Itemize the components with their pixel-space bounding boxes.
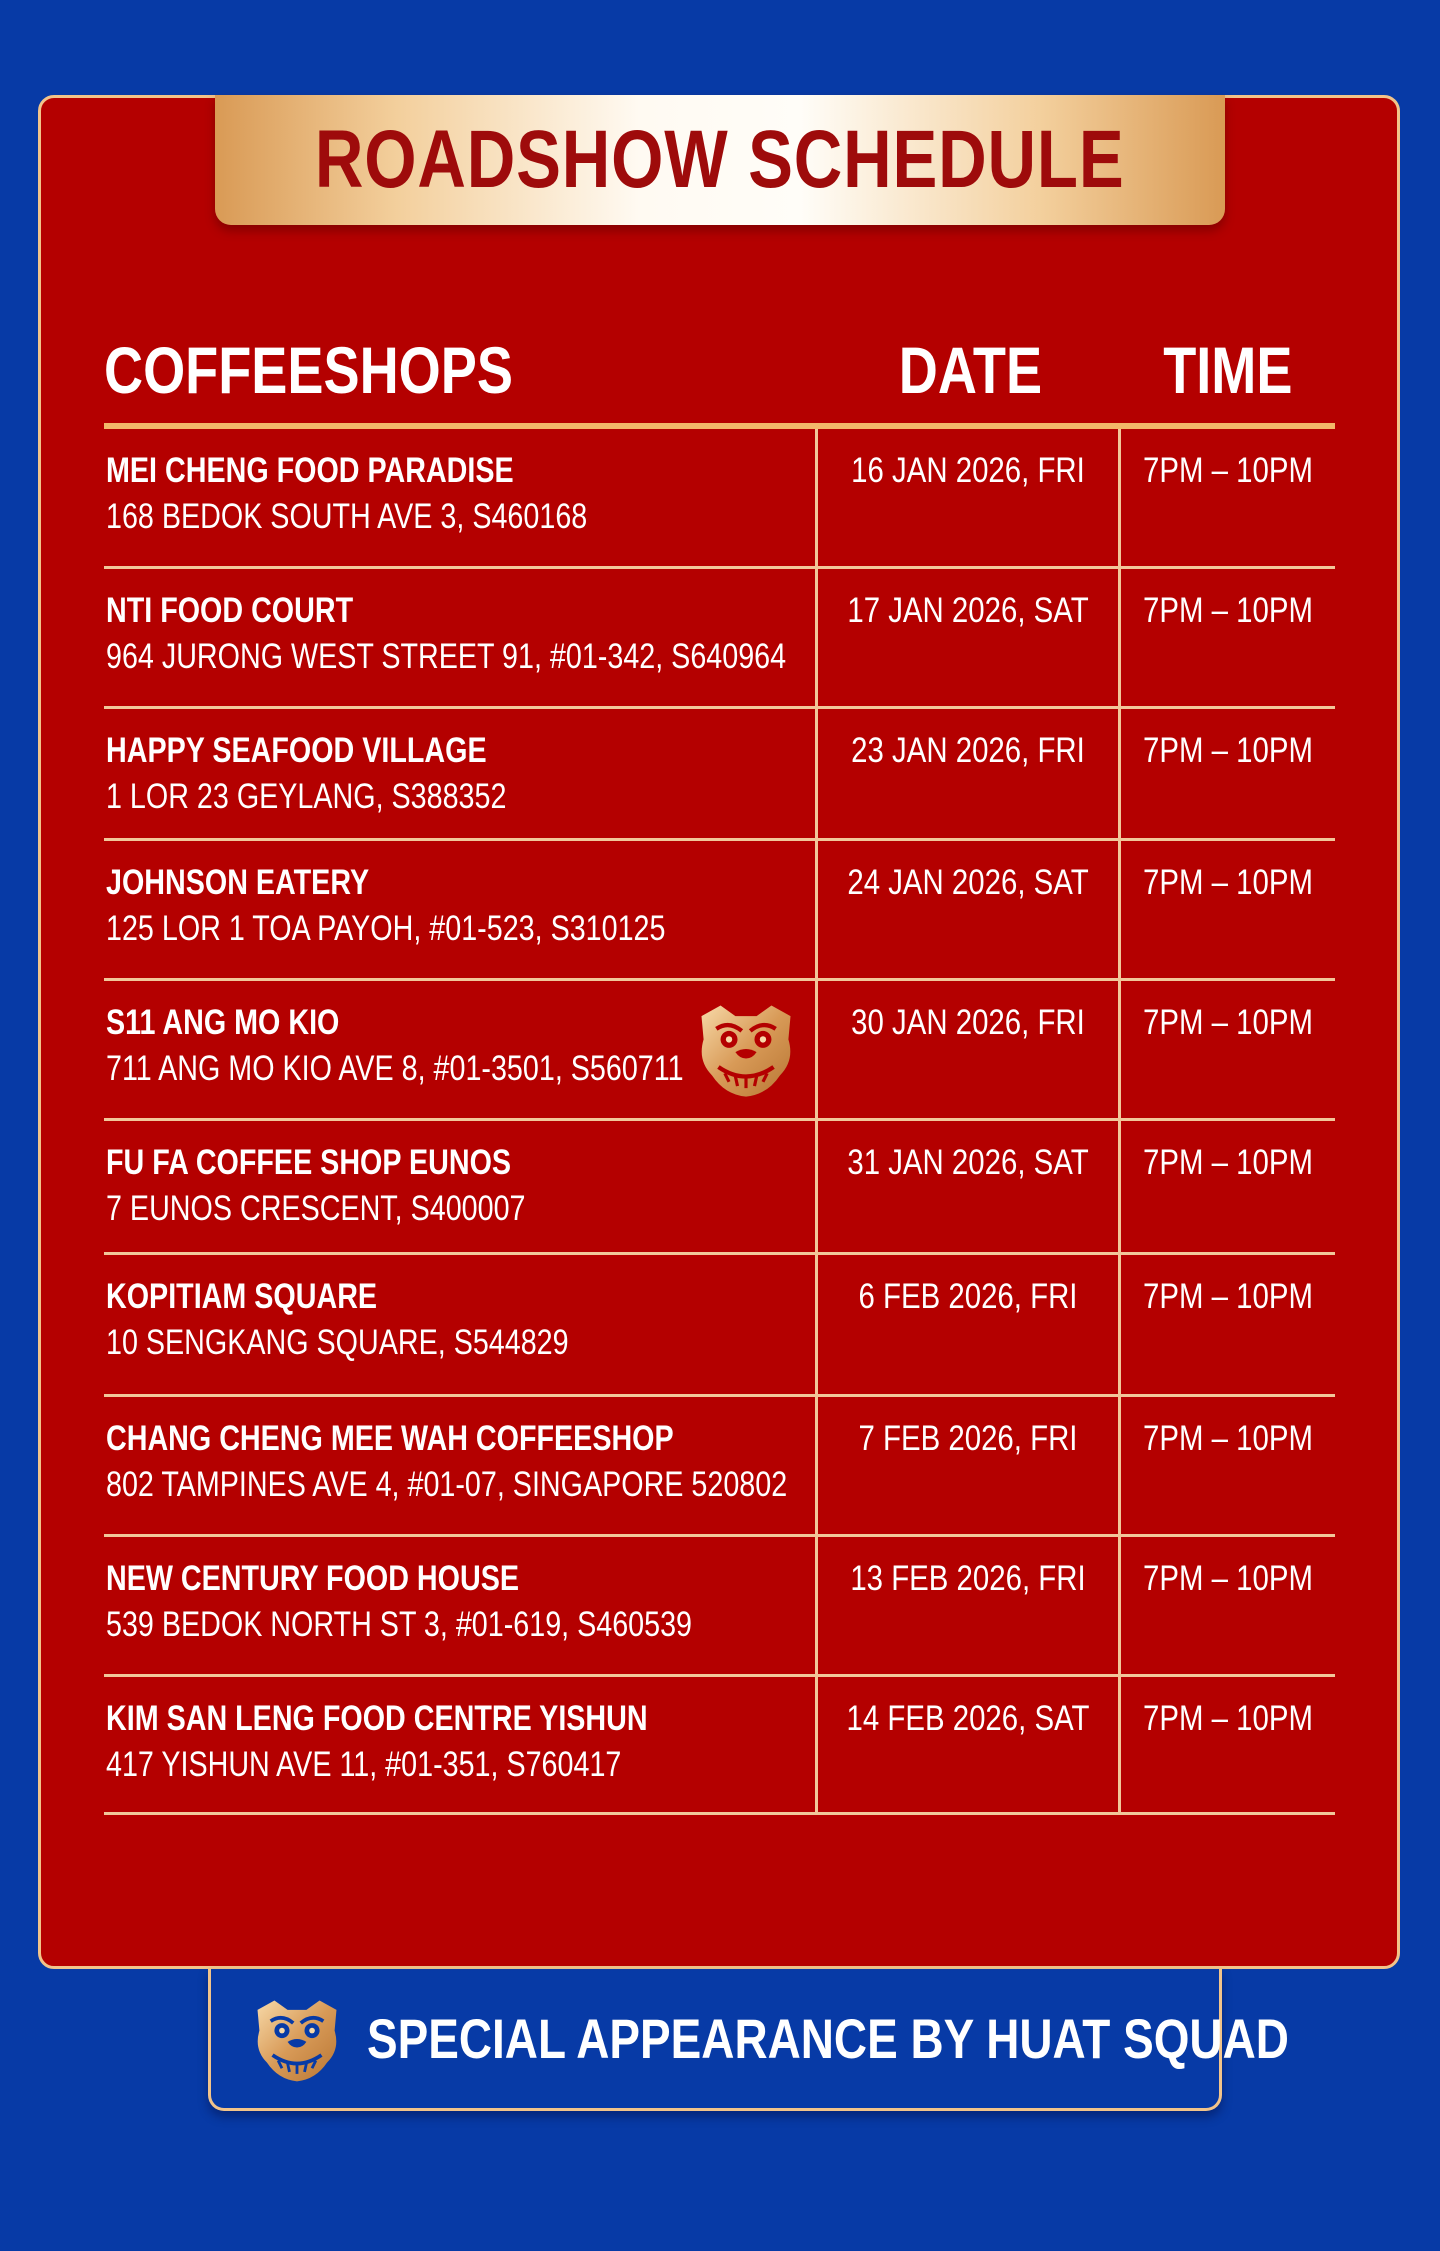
- event-time: 7PM – 10PM: [1143, 451, 1313, 490]
- event-date: 16 JAN 2026, FRI: [851, 451, 1085, 490]
- coffeeshop-cell: [104, 1397, 818, 1534]
- date-cell: [818, 841, 1121, 978]
- event-date: 23 JAN 2026, FRI: [851, 731, 1085, 770]
- date-cell: [818, 569, 1121, 706]
- table-row: [104, 709, 1335, 841]
- coffeeshop-cell: [104, 841, 818, 978]
- coffeeshop-address: 711 ANG MO KIO AVE 8, #01-3501, S560711: [106, 1049, 684, 1088]
- coffeeshop-address: 168 BEDOK SOUTH AVE 3, S460168: [106, 497, 588, 536]
- event-time: 7PM – 10PM: [1143, 1699, 1313, 1738]
- title-plate: [215, 95, 1225, 225]
- coffeeshop-cell: [104, 709, 818, 838]
- date-cell: [818, 429, 1121, 566]
- table-row: [104, 1121, 1335, 1255]
- coffeeshop-cell: [104, 981, 818, 1118]
- time-cell: [1121, 1397, 1335, 1534]
- table-row: [104, 429, 1335, 569]
- event-date: 31 JAN 2026, SAT: [847, 1143, 1089, 1182]
- time-cell: [1121, 569, 1335, 706]
- coffeeshop-address: 1 LOR 23 GEYLANG, S388352: [106, 777, 507, 816]
- event-date: 14 FEB 2026, SAT: [846, 1699, 1090, 1738]
- event-time: 7PM – 10PM: [1143, 1277, 1313, 1316]
- event-date: 7 FEB 2026, FRI: [858, 1419, 1078, 1458]
- event-date: 24 JAN 2026, SAT: [847, 863, 1089, 902]
- coffeeshop-name: FU FA COFFEE SHOP EUNOS: [106, 1143, 512, 1182]
- event-time: 7PM – 10PM: [1143, 1419, 1313, 1458]
- coffeeshop-address: 802 TAMPINES AVE 4, #01-07, SINGAPORE 520802: [106, 1465, 788, 1504]
- time-cell: [1121, 1537, 1335, 1674]
- coffeeshop-address: 539 BEDOK NORTH ST 3, #01-619, S460539: [106, 1605, 693, 1644]
- table-row: [104, 1537, 1335, 1677]
- time-cell: [1121, 429, 1335, 566]
- table-row: [104, 1255, 1335, 1397]
- time-cell: [1121, 981, 1335, 1118]
- coffeeshop-name: HAPPY SEAFOOD VILLAGE: [106, 731, 487, 770]
- event-date: 6 FEB 2026, FRI: [858, 1277, 1078, 1316]
- table-row: [104, 981, 1335, 1121]
- event-time: 7PM – 10PM: [1143, 731, 1313, 770]
- event-time: 7PM – 10PM: [1143, 1003, 1313, 1042]
- table-row: [104, 1397, 1335, 1537]
- coffeeshop-address: 964 JURONG WEST STREET 91, #01-342, S640964: [106, 637, 787, 676]
- lion-dance-icon: [249, 1993, 345, 2087]
- coffeeshop-cell: [104, 429, 818, 566]
- lion-dance-icon: [692, 997, 800, 1103]
- event-time: 7PM – 10PM: [1143, 1143, 1313, 1182]
- coffeeshop-cell: [104, 569, 818, 706]
- coffeeshop-address: 417 YISHUN AVE 11, #01-351, S760417: [106, 1745, 622, 1784]
- banner-text: SPECIAL APPEARANCE BY HUAT SQUAD: [367, 2007, 1289, 2070]
- coffeeshop-name: MEI CHENG FOOD PARADISE: [106, 451, 514, 490]
- coffeeshop-cell: [104, 1677, 818, 1812]
- coffeeshop-cell: [104, 1121, 818, 1252]
- coffeeshop-name: KIM SAN LENG FOOD CENTRE YISHUN: [106, 1699, 648, 1738]
- coffeeshop-name: CHANG CHENG MEE WAH COFFEESHOP: [106, 1419, 674, 1458]
- coffeeshop-address: 7 EUNOS CRESCENT, S400007: [106, 1189, 526, 1228]
- coffeeshop-name: KOPITIAM SQUARE: [106, 1277, 378, 1316]
- time-cell: [1121, 1255, 1335, 1394]
- table-row: [104, 569, 1335, 709]
- special-appearance-banner: [208, 1969, 1289, 2111]
- coffeeshop-address: 125 LOR 1 TOA PAYOH, #01-523, S310125: [106, 909, 666, 948]
- event-time: 7PM – 10PM: [1143, 591, 1313, 630]
- table-row: [104, 841, 1335, 981]
- header-date: DATE: [898, 333, 1042, 407]
- date-cell: [818, 1121, 1121, 1252]
- event-time: 7PM – 10PM: [1143, 863, 1313, 902]
- coffeeshop-name: NTI FOOD COURT: [106, 591, 354, 630]
- schedule-table: [104, 429, 1335, 1815]
- date-cell: [818, 1537, 1121, 1674]
- time-cell: [1121, 841, 1335, 978]
- time-cell: [1121, 1121, 1335, 1252]
- date-cell: [818, 981, 1121, 1118]
- date-cell: [818, 1255, 1121, 1394]
- coffeeshop-cell: [104, 1255, 818, 1394]
- coffeeshop-address: 10 SENGKANG SQUARE, S544829: [106, 1323, 569, 1362]
- event-date: 17 JAN 2026, SAT: [847, 591, 1089, 630]
- event-date: 13 FEB 2026, FRI: [850, 1559, 1086, 1598]
- date-cell: [818, 1677, 1121, 1812]
- page-title: ROADSHOW SCHEDULE: [315, 114, 1125, 205]
- time-cell: [1121, 1677, 1335, 1812]
- coffeeshop-name: S11 ANG MO KIO: [106, 1003, 340, 1042]
- event-date: 30 JAN 2026, FRI: [851, 1003, 1085, 1042]
- time-cell: [1121, 709, 1335, 838]
- table-row: [104, 1677, 1335, 1815]
- event-time: 7PM – 10PM: [1143, 1559, 1313, 1598]
- coffeeshop-name: NEW CENTURY FOOD HOUSE: [106, 1559, 519, 1598]
- header-time: TIME: [1162, 333, 1293, 407]
- date-cell: [818, 1397, 1121, 1534]
- coffeeshop-cell: [104, 1537, 818, 1674]
- header-coffeeshops: COFFEESHOPS: [104, 333, 513, 407]
- date-cell: [818, 709, 1121, 838]
- coffeeshop-name: JOHNSON EATERY: [106, 863, 370, 902]
